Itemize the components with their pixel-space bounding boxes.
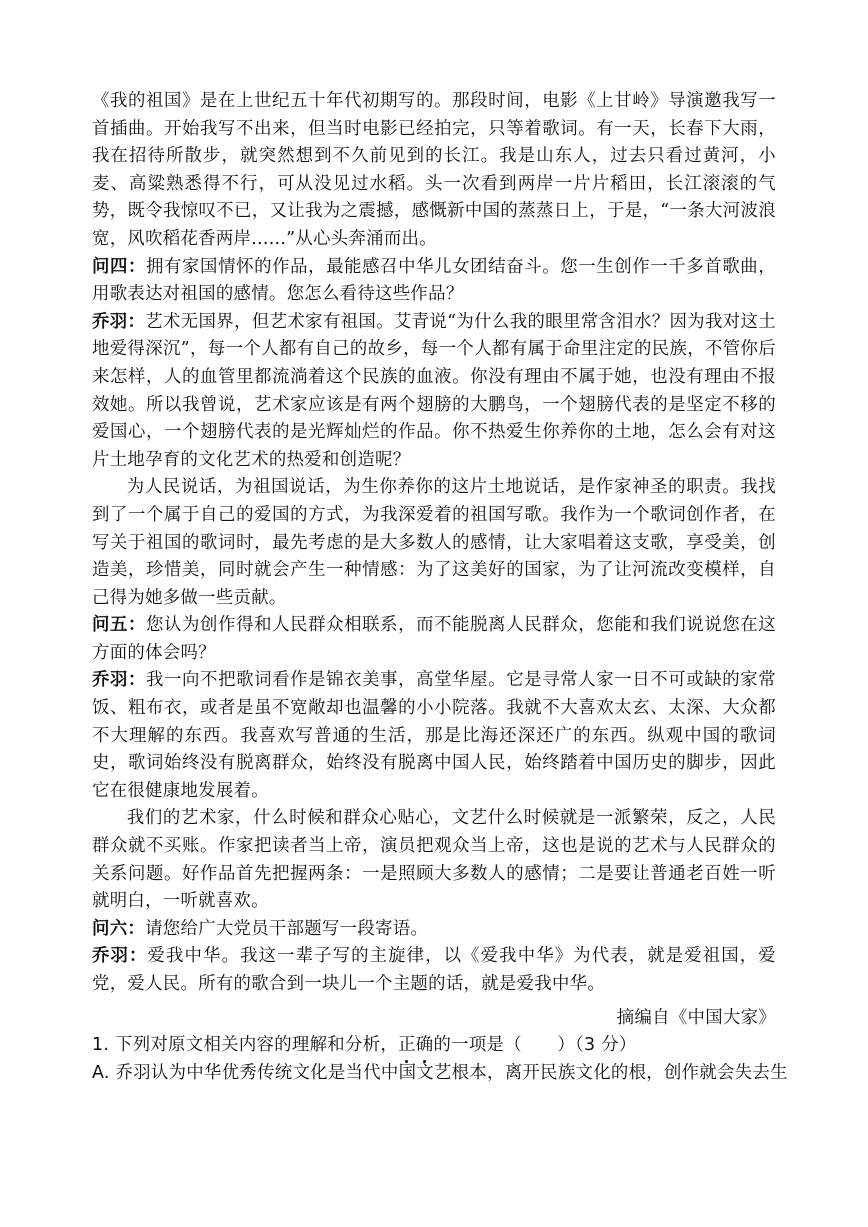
answer-6-label: 乔羽： — [92, 946, 148, 967]
question-1-prefix: 1. 下列对原文相关内容的理解和分析， — [92, 1035, 399, 1056]
answer-5-text: 我一向不把歌词看作是锦衣美事，高堂华屋。它是寻常人家一日不可或缺的家常饭、粗布衣，或者是虽不宽敞却也温馨的小小院落。我就不大喜欢太玄、太深、大众都不大理解的东西。我喜欢写普通的生活，那是比海还深还广的东西。纵观中国的歌词史，歌词始终没有脱离群众，始终没有脱离中国人民，始终踏着中国历史的脚步，因此它在很健康地发展着。 — [92, 670, 776, 801]
answer-4-text: 艺术无国界，但艺术家有祖国。艾青说“为什么我的眼里常含泪水？因为我对这土地爱得深沉”，每一个人都有自己的故乡，每一个人都有属于命里注定的民族，不管你后来怎样，人的血管里都流淌着这个民族的血液。你没有理由不属于她，也没有理由不报效她。所以我曾说，艺术家应该是有两个翅膀的大鹏鸟，一个翅膀代表的是坚定不移的爱国心，一个翅膀代表的是光辉灿烂的作品。你不热爱生你养你的土地，怎么会有对这片土地孕育的文化艺术的热爱和创造呢？ — [92, 311, 776, 470]
question-1 — [92, 1032, 776, 1060]
question-4 — [92, 254, 776, 309]
question-5 — [92, 612, 776, 667]
answer-4-label: 乔羽： — [92, 311, 146, 332]
emphasis-char-1: 正 — [398, 1032, 416, 1060]
answer-5-label: 乔羽： — [92, 670, 147, 691]
source-citation: 摘编自《中国大家》 — [616, 1007, 776, 1028]
question-6-text: 请您给广大党员干部题写一段寄语。 — [145, 918, 429, 939]
answer-4-paragraph-2: 为人民说话，为祖国说话，为生你养你的这片土地说话，是作家神圣的职责。我找到了一个属于自己的爱国的方式，为我深爱着的祖国写歌。我作为一个歌词创作者，在写关于祖国的歌词时，最先考虑的是大多数人的感情，让大家唱着这支歌，享受美，创造美，珍惜美，同时就会产生一种情感：为了这美好的国家，为了让河流改变模样，自己得为她多做一些贡献。 — [92, 477, 776, 608]
question-5-label: 问五： — [92, 615, 147, 636]
option-a: A. 乔羽认为中华优秀传统文化是当代中国文艺根本，离开民族文化的根，创作就会失去生 — [92, 1062, 788, 1083]
answer-6-text: 爱我中华。我这一辈子写的主旋律，以《爱我中华》为代表，就是爱祖国，爱党，爱人民。所有的歌合到一块儿一个主题的话，就是爱我中华。 — [92, 946, 776, 994]
question-4-label: 问四： — [92, 256, 147, 277]
question-1-suffix: 的一项是（ ）（3 分） — [433, 1035, 637, 1056]
answer-4 — [92, 309, 776, 475]
question-6 — [92, 916, 776, 944]
answer-5 — [92, 667, 776, 805]
question-6-label: 问六： — [92, 918, 146, 939]
emphasis-char-2: 确 — [416, 1032, 434, 1060]
answer-5-paragraph-2: 我们的艺术家，什么时候和群众心贴心，文艺什么时候就是一派繁荣，反之，人民群众就不买账。作家把读者当上帝，演员把观众当上帝，这也是说的艺术与人民群众的关系问题。好作品首先把握两条：一是照顾大多数人的感情；二是要让普通老百姓一听就明白，一听就喜欢。 — [92, 808, 776, 912]
intro-paragraph: 《我的祖国》是在上世纪五十年代初期写的。那段时间，电影《上甘岭》导演邀我写一首插曲。开始我写不出来，但当时电影已经拍完，只等着歌词。有一天，长春下大雨，我在招待所散步，就突然想到不久前见到的长江。我是山东人，过去只看过黄河，小麦、高粱熟悉得不行，可从没见过水稻。头一次看到两岸一片片稻田，长江滚滚的气势，既令我惊叹不已，又让我为之震撼，感慨新中国的蒸蒸日上，于是，“一条大河波浪宽，风吹稻花香两岸......”从心头奔涌而出。 — [92, 91, 776, 249]
question-5-text: 您认为创作得和人民群众相联系，而不能脱离人民群众，您能和我们说说您在这方面的体会吗？ — [92, 615, 776, 663]
answer-6 — [92, 943, 776, 998]
question-4-text: 拥有家国情怀的作品，最能感召中华儿女团结奋斗。您一生创作一千多首歌曲，用歌表达对祖国的感情。您怎么看待这些作品？ — [92, 256, 776, 305]
